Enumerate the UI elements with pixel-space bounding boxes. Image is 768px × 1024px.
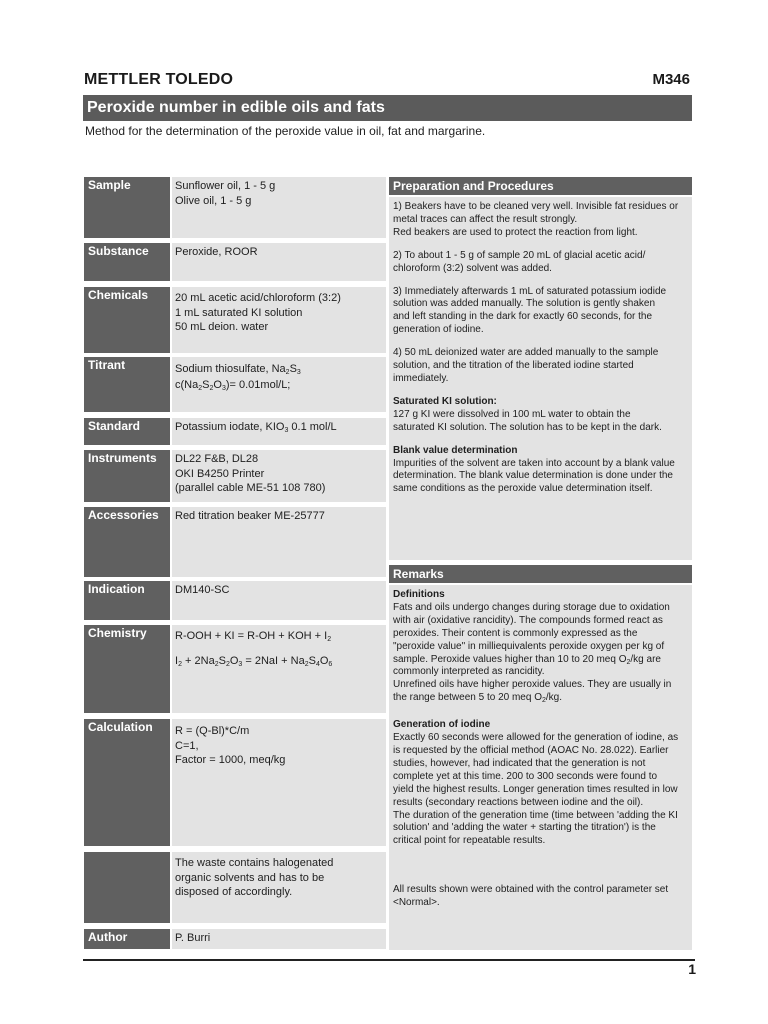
- label-calculation: Calculation: [84, 719, 170, 846]
- row-sample: [84, 177, 386, 238]
- value-line: Factor = 1000, meq/kg: [175, 754, 286, 766]
- remarks-definitions: Definitions Fats and oils undergo changes during storage due to oxidation with air (oxidative rancidity). The compounds formed react as peroxides. Their content is commonly expressed as the "peroxide value" in milliequivalents peroxide oxygen per kg of sample. Peroxide values higher than 10 to 20 meq $O_2/kg$ are commonly interpreted as rancidity. Unrefined oils have higher peroxide values. They are usually in the range between 5 to 20 meq $O_2/kg$.: [393, 589, 688, 705]
- value-line: C=1,: [175, 739, 199, 752]
- value-line: 50 mL deion. water: [175, 321, 269, 333]
- remarks-generation: Generation of iodine Exactly 60 seconds were allowed for the generation of iodine, as is requested by the official method (AOAC No. 28.022). Earlier studies, however, had indicated that the generation is not complete yet at this time. 200 to 300 seconds were found to yield the highest results. Longer generation times resulted in low results (secondary reactions between iodine and the oil). The duration of the generation time (time between 'adding the KI solution' and 'adding the water + starting the titration') is the critical point for repeatable results.: [393, 719, 688, 848]
- label-accessories: Accessories: [84, 507, 170, 577]
- value-line: The waste contains halogenated: [175, 857, 334, 869]
- value-chemicals: [172, 287, 386, 353]
- remarks-header: Remarks: [389, 565, 692, 583]
- remarks-final-note: All results shown were obtained with the control parameter set <Normal>.: [393, 884, 669, 909]
- label-chemicals: Chemicals: [84, 287, 170, 353]
- value-instruments: [172, 450, 386, 502]
- value-waste: [172, 852, 386, 923]
- page-number: 1: [688, 961, 696, 977]
- method-code: M346: [652, 71, 690, 88]
- row-instruments: [84, 450, 386, 502]
- prep-body: [389, 197, 692, 560]
- prep-ki-solution: Saturated KI solution: 127 g KI were dissolved in 100 mL water to obtain the saturated KI solution. The solution has to be kept in the dark.: [393, 396, 688, 435]
- remarks-body: [389, 585, 692, 950]
- value-line: 20 mL acetic acid/chloroform (3:2): [175, 292, 341, 304]
- label-standard: Standard: [84, 418, 170, 445]
- generation-heading: Generation of iodine: [393, 719, 491, 731]
- label-author: Author: [84, 929, 170, 949]
- page-subtitle: Method for the determination of the peroxide value in oil, fat and margarine.: [85, 124, 486, 138]
- value-line: 1 mL saturated KI solution: [175, 306, 303, 319]
- value-chemistry: [172, 625, 386, 713]
- label-titrant: Titrant: [84, 357, 170, 412]
- value-sample: [172, 177, 386, 238]
- value-substance: [172, 243, 386, 281]
- ki-heading: Saturated KI solution:: [393, 395, 497, 407]
- row-chemicals: [84, 287, 386, 353]
- value-standard: [172, 418, 386, 445]
- prep-step-1: 1) Beakers have to be cleaned very well. Invisible fat residues or metal traces can affect the result strongly. Red beakers are used to protect the reaction from light.: [393, 201, 679, 238]
- row-substance: [84, 243, 386, 281]
- value-indication: [172, 581, 386, 620]
- value-line: Peroxide, ROOR: [175, 246, 258, 258]
- label-indication: Indication: [84, 581, 170, 620]
- row-indication: [84, 581, 386, 620]
- row-titrant: [84, 357, 386, 412]
- label-instruments: Instruments: [84, 450, 170, 502]
- titrant-concentration: $c(Na_2S_2O_3)= 0.01mol/L$;: [175, 379, 291, 392]
- titrant-name: Sodium thiosulfate, $Na_2S_3$: [175, 363, 301, 376]
- value-author: [172, 929, 386, 949]
- row-accessories: [84, 507, 386, 577]
- page-title: Peroxide number in edible oils and fats: [83, 95, 692, 121]
- value-calculation: [172, 719, 386, 846]
- brand-name: METTLER TOLEDO: [84, 71, 234, 88]
- value-line: (parallel cable ME-51 108 780): [175, 482, 326, 494]
- value-line: OKI B4250 Printer: [175, 467, 265, 480]
- row-waste: [84, 852, 386, 923]
- blank-heading: Blank value determination: [393, 444, 518, 456]
- value-line: P. Burri: [175, 932, 211, 944]
- value-titrant: [172, 357, 386, 412]
- value-line: Potassium iodate, $KIO_3$ 0.1 mol/L: [175, 421, 337, 434]
- prep-step-4: 4) 50 mL deionized water are added manually to the sample solution, and the titration of the liberated iodine started immediately.: [393, 347, 659, 384]
- row-standard: [84, 418, 386, 445]
- value-line: R = (Q-Bl)*C/m: [175, 725, 250, 737]
- value-line: Sunflower oil, 1 - 5 g: [175, 180, 276, 192]
- value-line: disposed of accordingly.: [175, 886, 293, 898]
- label-substance: Substance: [84, 243, 170, 281]
- label-waste: [84, 852, 170, 923]
- definitions-heading: Definitions: [393, 589, 445, 600]
- prep-step-3: 3) Immediately afterwards 1 mL of saturated potassium iodide solution was added manually. The solution is gently shaken and left standing in the dark for exactly 60 seconds, for the generation of iodine.: [393, 285, 667, 336]
- row-chemistry: [84, 625, 386, 713]
- row-calculation: [84, 719, 386, 846]
- footer-divider: [83, 959, 695, 961]
- value-line: organic solvents and has to be: [175, 871, 325, 884]
- label-chemistry: Chemistry: [84, 625, 170, 713]
- value-line: DM140-SC: [175, 584, 230, 596]
- value-accessories: [172, 507, 386, 577]
- value-line: Red titration beaker ME-25777: [175, 510, 325, 522]
- label-sample: Sample: [84, 177, 170, 238]
- equation-2: $I_2 + 2Na_2S_2O_3 = 2NaI + Na_2S_4O_6$: [175, 654, 333, 668]
- prep-header: Preparation and Procedures: [389, 177, 692, 195]
- value-line: DL22 F&B, DL28: [175, 453, 259, 465]
- prep-step-2: 2) To about 1 - 5 g of sample 20 mL of glacial acetic acid/ chloroform (3:2) solvent was added.: [393, 249, 646, 274]
- value-line: Olive oil, 1 - 5 g: [175, 194, 252, 207]
- row-author: [84, 929, 386, 949]
- equation-1: R-OOH + KI = R-OH + KOH + $I_2$: [175, 630, 332, 643]
- prep-blank-value: Blank value determination Impurities of the solvent are taken into account by a blank value determination. The blank value determination is done under the same conditions as the peroxide value determination itself.: [393, 445, 688, 497]
